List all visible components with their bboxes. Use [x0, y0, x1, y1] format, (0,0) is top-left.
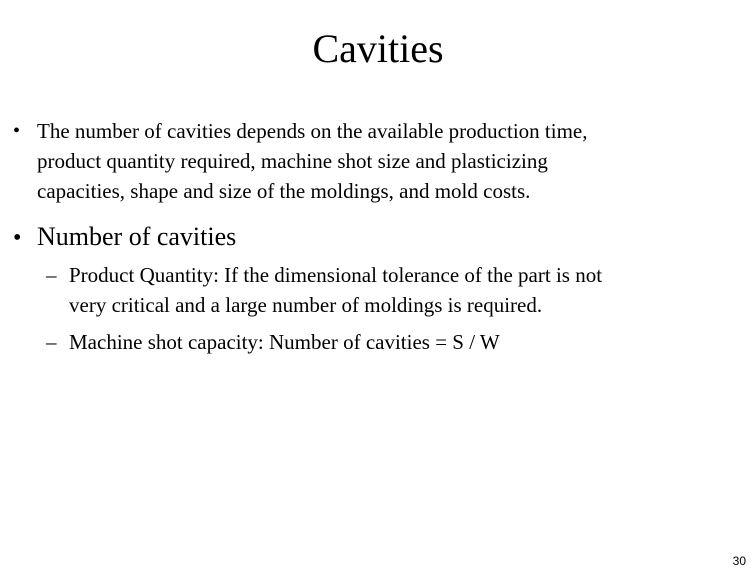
- sub-bullet-line: very critical and a large number of moldings is required.: [69, 293, 543, 317]
- bullet-text: [37, 221, 236, 253]
- bullet-marker: •: [13, 120, 21, 142]
- sub-bullet-text: [69, 327, 500, 357]
- bullet-line: capacities, shape and size of the moldings, and mold costs.: [37, 179, 531, 203]
- bullet-line: The number of cavities depends on the available production time,: [37, 119, 588, 143]
- sub-bullet-text: [69, 260, 602, 320]
- sub-bullet-line: Machine shot capacity: Number of cavities = S / W: [69, 330, 500, 354]
- sub-bullet-marker: –: [46, 263, 57, 287]
- bullet-line: Number of cavities: [37, 222, 237, 251]
- sub-bullet-line: Product Quantity: If the dimensional tolerance of the part is not: [69, 263, 603, 287]
- page-number: 30: [732, 554, 746, 568]
- bullet-marker: •: [13, 225, 22, 251]
- slide-title: Cavities: [312, 26, 444, 71]
- bullet-line: product quantity required, machine shot size and plasticizing: [37, 149, 548, 173]
- sub-bullet-marker: –: [46, 330, 57, 354]
- bullet-text: [37, 116, 588, 206]
